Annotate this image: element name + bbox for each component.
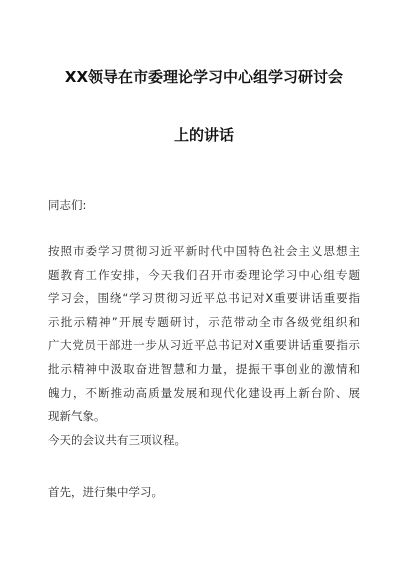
- paragraph-line: 广大党员干部进一步从习近平总书记对X重要讲话重要指示: [48, 338, 360, 353]
- paragraph-line: 学习会，围绕“学习贯彻习近平总书记对X重要讲话重要指: [48, 291, 360, 306]
- paragraph-line: 现新气象。: [48, 409, 106, 424]
- paragraph-line: 魄力，不断推动高质量发展和现代化建设再上新台阶、展: [48, 385, 360, 400]
- greeting: 同志们:: [48, 198, 87, 212]
- paragraph-opening: [48, 240, 360, 429]
- paragraph-line: 批示精神中汲取奋进智慧和力量，提振干事创业的激情和: [48, 361, 360, 376]
- paragraph-first-item: 首先，进行集中学习。: [48, 485, 163, 499]
- document-title-line-2: 上的讲话: [173, 126, 234, 144]
- document-title-line-1: XX领导在市委理论学习中心组学习研讨会: [64, 68, 344, 86]
- paragraph-line: 题教育工作安排，今天我们召开市委理论学习中心组专题: [48, 267, 360, 282]
- paragraph-line: 示批示精神”开展专题研讨，示范带动全市各级党组织和: [48, 314, 360, 329]
- paragraph-agenda: 今天的会议共有三项议程。: [48, 433, 186, 447]
- paragraph-line: 按照市委学习贯彻习近平新时代中国特色社会主义思想主: [48, 244, 360, 258]
